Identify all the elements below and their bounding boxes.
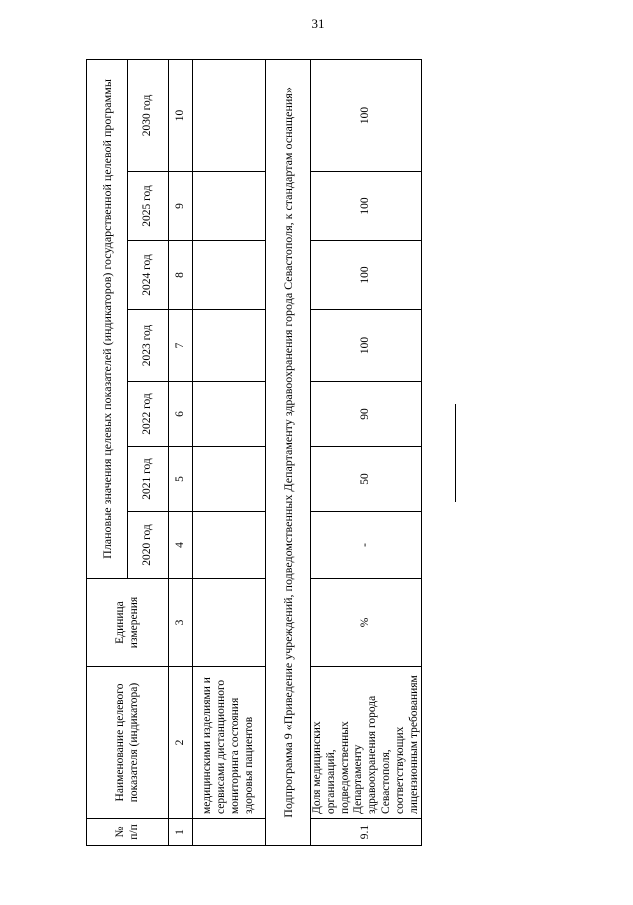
- value-cell: [193, 512, 266, 579]
- value-cell: [193, 59, 266, 171]
- value-cell: 90: [311, 382, 422, 447]
- index-cell: 8: [169, 241, 193, 310]
- separator-line: [455, 404, 456, 502]
- value-cell: [193, 447, 266, 512]
- value-cell: 100: [311, 59, 422, 171]
- unit-cell: [193, 579, 266, 667]
- header-year: 2025 год: [128, 172, 169, 241]
- continuation-row: [193, 59, 266, 845]
- index-row: [169, 59, 193, 845]
- value-cell: 100: [311, 241, 422, 310]
- value-cell: 100: [311, 310, 422, 382]
- index-cell: 4: [169, 512, 193, 579]
- header-year: 2024 год: [128, 241, 169, 310]
- header-year: 2021 год: [128, 447, 169, 512]
- header-planned-values: Плановые значения целевых показателей (индикаторов) государственной целевой программы: [87, 59, 128, 578]
- rotated-table-container: [86, 60, 420, 846]
- index-cell: 9: [169, 172, 193, 241]
- page-number: 31: [311, 16, 325, 31]
- header-year: 2020 год: [128, 512, 169, 579]
- data-row: [311, 59, 422, 845]
- value-cell: [193, 172, 266, 241]
- index-cell: 2: [169, 667, 193, 819]
- value-cell: -: [311, 512, 422, 579]
- unit-cell: %: [311, 579, 422, 667]
- value-cell: 100: [311, 172, 422, 241]
- index-cell: 7: [169, 310, 193, 382]
- value-cell: [193, 382, 266, 447]
- header-indicator-name: Наименование целевого показателя (индикатора): [87, 667, 169, 819]
- indicators-table: [86, 59, 422, 846]
- value-cell: 50: [311, 447, 422, 512]
- subprogram-title: Подпрограмма 9 «Приведение учреждений, подведомственных Департаменту здравоохранения города Севастополя, к стандартам оснащения»: [266, 59, 311, 845]
- header-year: 2030 год: [128, 59, 169, 171]
- header-number: № п/п: [87, 819, 169, 846]
- header-year: 2022 год: [128, 382, 169, 447]
- index-cell: 3: [169, 579, 193, 667]
- indicator-name: медицинскими изделиями и сервисами дистанционного мониторинга состояния здоровья пациентов: [193, 667, 266, 819]
- index-cell: 10: [169, 59, 193, 171]
- subprogram-row: [266, 59, 311, 845]
- header-unit: Единица измерения: [87, 579, 169, 667]
- value-cell: [193, 241, 266, 310]
- row-number: [193, 819, 266, 846]
- header-year: 2023 год: [128, 310, 169, 382]
- index-cell: 5: [169, 447, 193, 512]
- index-cell: 6: [169, 382, 193, 447]
- index-cell: 1: [169, 819, 193, 846]
- indicator-name: Доля медицинских организаций, подведомственных Департаменту здравоохранения города Севастополя, соответствующих лицензионным требованиям: [311, 667, 422, 819]
- value-cell: [193, 310, 266, 382]
- row-number: 9.1: [311, 819, 422, 846]
